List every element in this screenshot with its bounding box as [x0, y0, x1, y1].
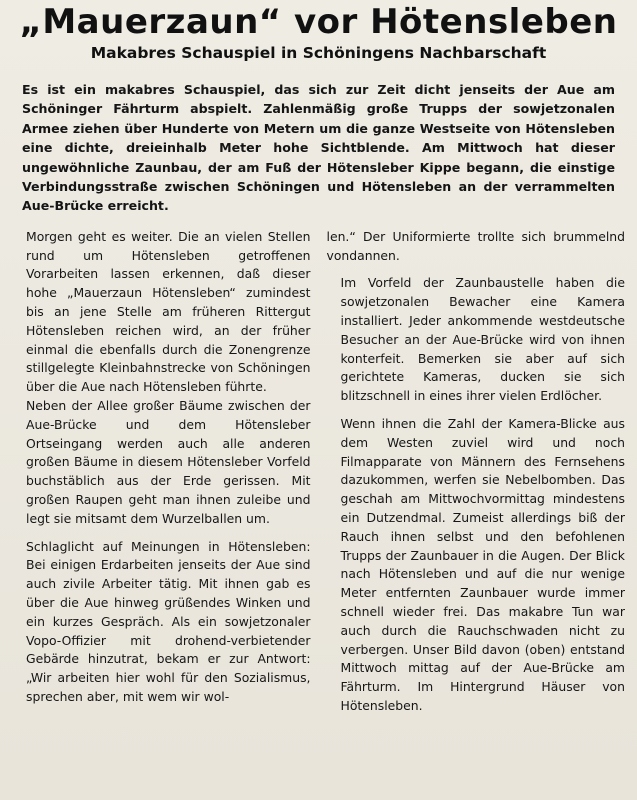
lead-paragraph: Es ist ein makabres Schauspiel, das sich zur Zeit dicht jenseits der Aue am Schöninger Fährturm abspielt. Zahlenmäßig große Trupps der sowjetzonalen Armee ziehen über Hunderte von Metern um die ganze Westseite von Hötensleben eine dichte, dreieinhalb Meter hohe Sichtblende. Am Mittwoch hat dieser ungewöhnliche Zaunbau, der am Fuß der Hötensleber Kippe begann, die einstige Verbindungsstraße zwischen Schöningen und Hötensleben an der verrammelten Aue-Brücke erreicht.	[22, 82, 615, 214]
left-paragraph-3: Schlaglicht auf Meinungen in Hötensleben: Bei einigen Erdarbeiten jenseits der Aue sind auch zivile Arbeiter tätig. Mit ihnen gab es über die Aue hinweg grüßendes Winken und ein kurzes Gespräch. Als ein sowjetzonaler Vopo-Offizier mit drohend-verbietender Gebärde hinzutrat, bekam er zur Antwort: „Wir arbeiten hier wohl für den Sozialismus, sprechen aber, mit wem wir wol-	[26, 538, 311, 704]
right-paragraph-2: Im Vorfeld der Zaunbaustelle haben die sowjetzonalen Bewacher eine Kamera installiert. Jeder ankommende westdeutsche Besucher an der Aue-Brücke wird von ihnen konterfeit. Bemerken sie aber auf sich gerichtete Kameras, ducken sie sich blitzschnell in eines ihrer vielen Erdlöcher.	[340, 275, 625, 404]
right-column	[327, 228, 626, 716]
right-paragraph-3: Wenn ihnen die Zahl der Kamera-Blicke aus dem Westen zuviel wird und noch Filmapparate von Männern des Fernsehens dazukommen, werfen sie Nebelbomben. Das geschah am Mittwochvormittag mindestens ein Dutzendmal. Zumeist allerdings biß der Rauch ihnen selbst und den befohlenen Trupps der Zaunbauer in die Augen. Der Blick nach Hötensleben und auf die nur wenige Meter entfernten Zaunbauer wurde immer schnell wieder frei. Das makabre Tun war auch durch die Rauchschwaden nicht zu verbergen. Unser Bild davon (oben) entstand Mittwoch mittag auf der Aue-Brücke am Fährturm. Im Hintergrund Häuser von Hötensleben.	[340, 416, 625, 713]
headline: „Mauerzaun“ vor Hötensleben	[19, 2, 618, 42]
left-column	[12, 228, 311, 716]
subheadline: Makabres Schauspiel in Schöningens Nachbarschaft	[90, 44, 547, 62]
left-paragraph-2: Neben der Allee großer Bäume zwischen der Aue-Brücke und dem Hötensleber Ortseingang werden auch alle anderen großen Bäume in diesem Hötensleber Vorfeld buchstäblich aus der Erde gerissen. Mit großen Raupen geht man ihnen zuleibe und legt sie mitsamt dem Wurzelballen um.	[26, 398, 311, 526]
right-paragraph-1: len.“ Der Uniformierte trollte sich brummelnd vondannen.	[326, 228, 625, 263]
article-columns	[12, 228, 625, 716]
left-paragraph-1: Morgen geht es weiter. Die an vielen Stellen rund um Hötensleben getroffenen Vorarbeiten lassen erkennen, daß dieser hohe „Mauerzaun Hötensleben“ zumindest bis an jene Stelle am früheren Rittergut Hötensleben reichen wird, an der früher einmal die ebenfalls durch die Zonengrenze stillgelegte Kleinbahnstrecke von Schöningen über die Aue nach Hötensleben führte.	[26, 228, 311, 395]
